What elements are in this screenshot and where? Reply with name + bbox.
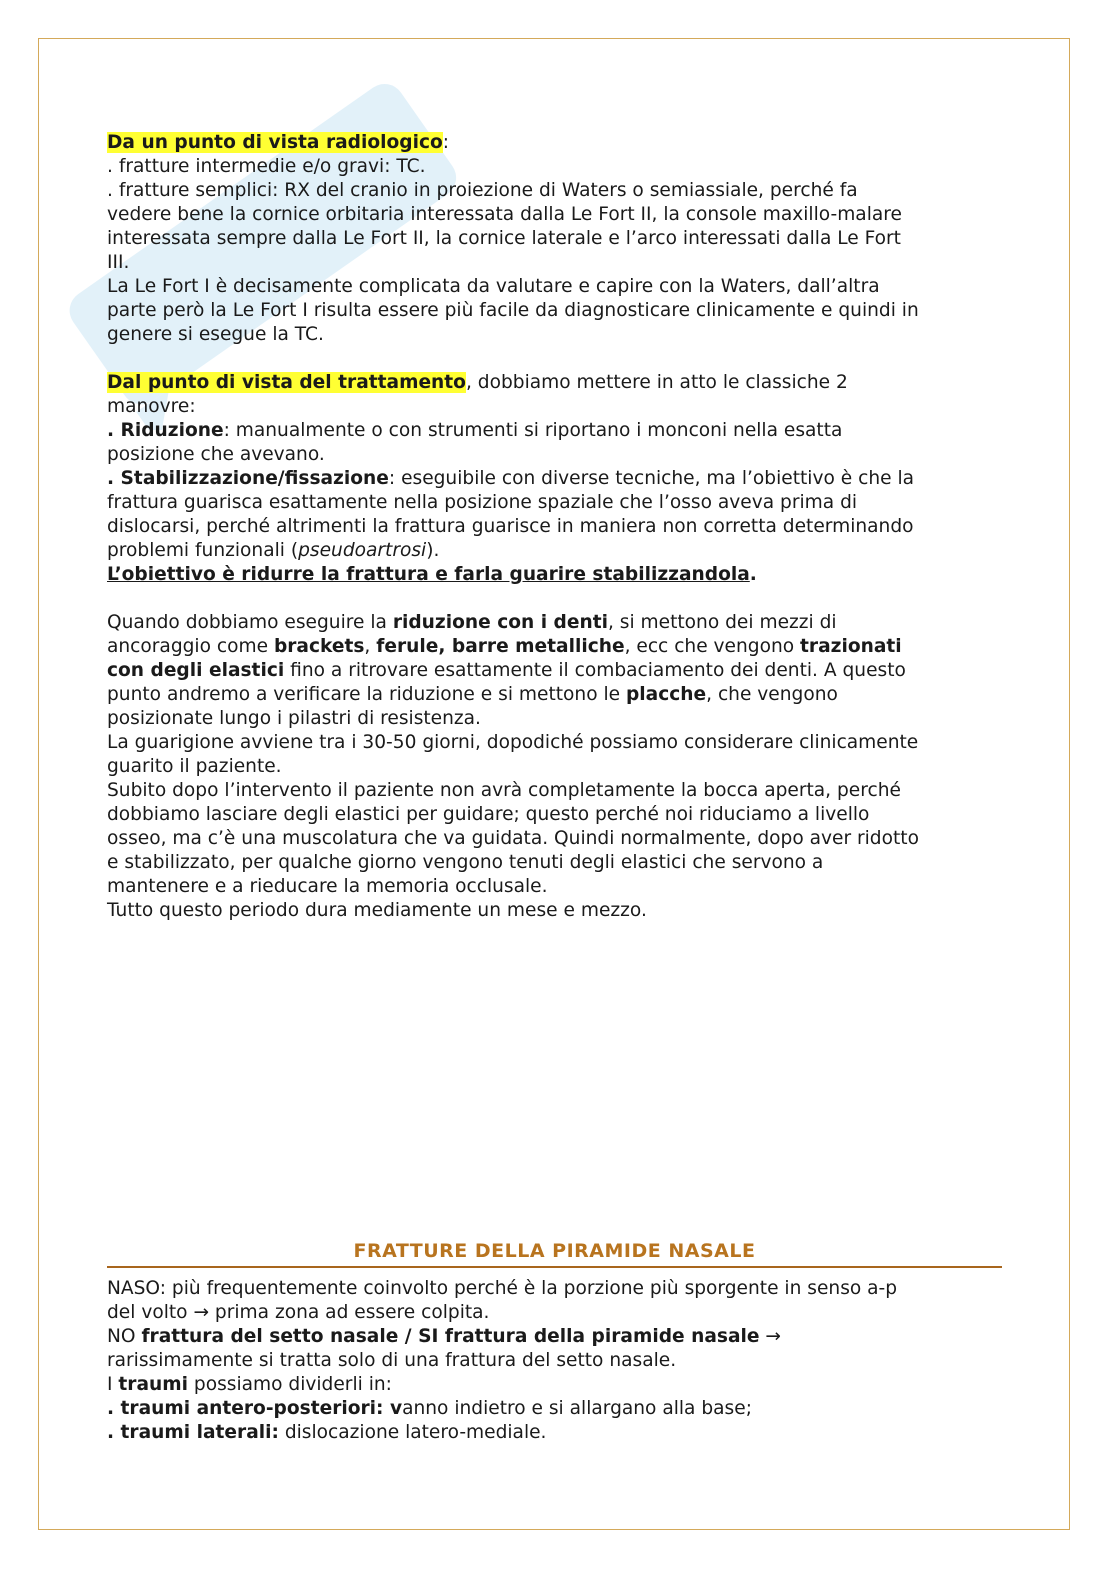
text-line: osseo, ma c’è una muscolatura che va guidata. Quindi normalmente, dopo aver ridotto xyxy=(107,828,919,849)
text-line: punto andremo a verificare la riduzione e si mettono le placche, che vengono xyxy=(107,684,838,705)
text-line: vedere bene la cornice orbitaria interessata dalla Le Fort II, la console maxillo-malare xyxy=(107,204,902,225)
text-line: manovre: xyxy=(107,396,196,417)
text-line: genere si esegue la TC. xyxy=(107,324,324,345)
text-line: La Le Fort I è decisamente complicata da valutare e capire con la Waters, dall’altra xyxy=(107,276,880,297)
radiology-heading: Da un punto di vista radiologico xyxy=(107,132,443,153)
text-line: mantenere e a rieducare la memoria occlusale. xyxy=(107,876,548,897)
pseudoartrosi-term: pseudoartrosi xyxy=(298,540,427,561)
text-line: Quando dobbiamo eseguire la riduzione con i denti, si mettono dei mezzi di xyxy=(107,612,837,633)
text-line: III. xyxy=(107,252,130,273)
text-line: . fratture semplici: RX del cranio in proiezione di Waters o semiassiale, perché fa xyxy=(107,180,858,201)
stabilizzazione-line: . Stabilizzazione/fissazione: eseguibile con diverse tecniche, ma l’obiettivo è che la xyxy=(107,468,915,489)
text-line: posizionate lungo i pilastri di resistenza. xyxy=(107,708,481,729)
nasal-content xyxy=(107,1277,1007,1445)
text-line: . traumi laterali: dislocazione latero-mediale. xyxy=(107,1422,547,1443)
text-line: NO frattura del setto nasale / SI frattura della piramide nasale → xyxy=(107,1326,781,1347)
text-line: ancoraggio come brackets, ferule, barre metalliche, ecc che vengono trazionati xyxy=(107,636,902,657)
text-line: parte però la Le Fort I risulta essere più facile da diagnosticare clinicamente e quindi in xyxy=(107,300,919,321)
text-line: del volto → prima zona ad essere colpita. xyxy=(107,1302,490,1323)
objective-line: L’obiettivo è ridurre la frattura e farla guarire stabilizzandola. xyxy=(107,564,757,585)
text-line: e stabilizzato, per qualche giorno vengono tenuti degli elastici che servono a xyxy=(107,852,824,873)
treatment-heading: Dal punto di vista del trattamento xyxy=(107,372,466,393)
text-line: interessata sempre dalla Le Fort II, la cornice laterale e l’arco interessati dalla Le Fort xyxy=(107,228,901,249)
text-line: rarissimamente si tratta solo di una frattura del setto nasale. xyxy=(107,1350,677,1371)
text-line: con degli elastici fino a ritrovare esattamente il combaciamento dei denti. A questo xyxy=(107,660,906,681)
main-content xyxy=(107,131,1007,923)
riduzione-line: . Riduzione: manualmente o con strumenti si riportano i monconi nella esatta xyxy=(107,420,843,441)
text-line: Subito dopo l’intervento il paziente non avrà completamente la bocca aperta, perché xyxy=(107,780,901,801)
text-line: . traumi antero-posteriori: vanno indietro e si allargano alla base; xyxy=(107,1398,752,1419)
text-line: problemi funzionali (pseudoartrosi). xyxy=(107,540,440,561)
riduzione-label: . Riduzione xyxy=(107,420,224,441)
objective-text: L’obiettivo è ridurre la frattura e farla guarire stabilizzandola xyxy=(107,564,750,585)
text-line: dobbiamo lasciare degli elastici per guidare; questo perché noi riduciamo a livello xyxy=(107,804,870,825)
text-line: posizione che avevano. xyxy=(107,444,325,465)
radiology-heading-line: Da un punto di vista radiologico: xyxy=(107,132,450,153)
stabilizzazione-label: . Stabilizzazione/fissazione xyxy=(107,468,389,489)
text-line: frattura guarisca esattamente nella posizione spaziale che l’osso aveva prima di xyxy=(107,492,858,513)
text-line: dislocarsi, perché altrimenti la frattura guarisce in maniera non corretta determinando xyxy=(107,516,914,537)
text-line: I traumi possiamo dividerli in: xyxy=(107,1374,392,1395)
text-line: La guarigione avviene tra i 30-50 giorni, dopodiché possiamo considerare clinicamente xyxy=(107,732,919,753)
treatment-heading-line: Dal punto di vista del trattamento, dobbiamo mettere in atto le classiche 2 xyxy=(107,372,848,393)
text-line: NASO: più frequentemente coinvolto perché è la porzione più sporgente in senso a-p xyxy=(107,1278,898,1299)
text-line: . fratture intermedie e/o gravi: TC. xyxy=(107,156,426,177)
section-title-nasal: FRATTURE DELLA PIRAMIDE NASALE xyxy=(107,1240,1002,1268)
text-line: Tutto questo periodo dura mediamente un mese e mezzo. xyxy=(107,900,647,921)
text-line: guarito il paziente. xyxy=(107,756,282,777)
